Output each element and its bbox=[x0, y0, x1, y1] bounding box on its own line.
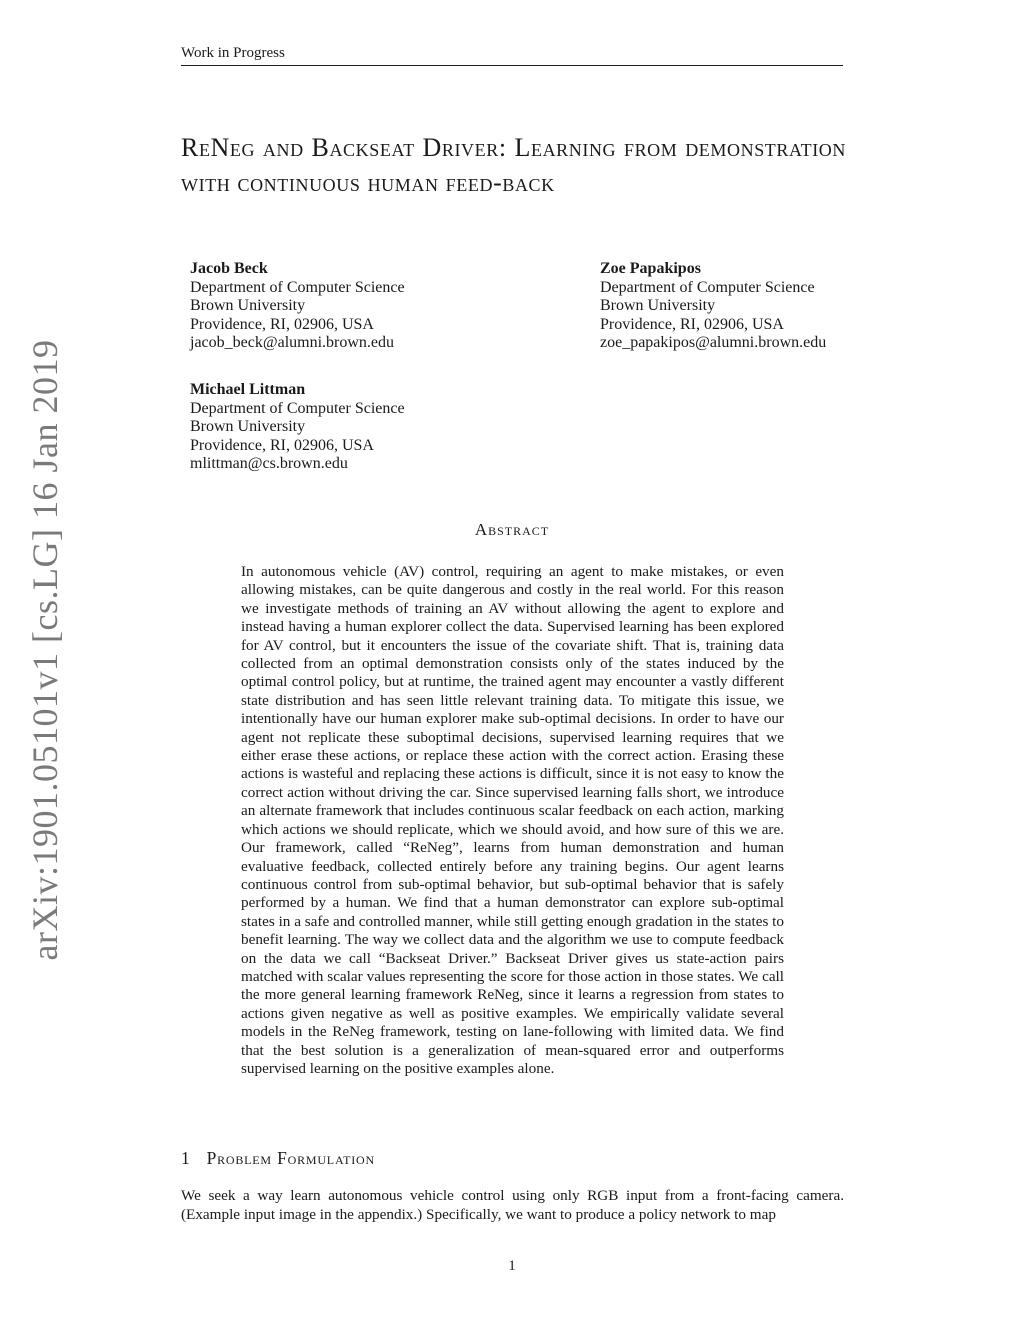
paper-title: ReNeg and Backseat Driver: Learning from demonstration with continuous human feed-back bbox=[181, 133, 846, 197]
author-email: zoe_papakipos@alumni.brown.edu bbox=[600, 334, 827, 351]
page-number: 1 bbox=[508, 1258, 516, 1274]
section-number: 1 bbox=[181, 1148, 191, 1168]
author-address: Providence, RI, 02906, USA bbox=[190, 436, 374, 454]
author-block-littman bbox=[190, 381, 405, 474]
author-department: Department of Computer Science bbox=[190, 399, 405, 417]
author-department: Department of Computer Science bbox=[190, 278, 405, 296]
section-text: We seek a way learn autonomous vehicle control using only RGB input from a front-facing camera. (Example input image in the appendix.) Specifically, we want to produce a policy network to map bbox=[181, 1187, 844, 1223]
author-block-beck bbox=[190, 260, 405, 353]
abstract-text: In autonomous vehicle (AV) control, requiring an agent to make mistakes, or even allowing mistakes, can be quite dangerous and costly in the real world. For this reason we investigate methods of training an AV without allowing the agent to explore and instead having a human explorer collect the data. Supervised learning has been explored for AV control, but it encounters the issue of the covariate shift. That is, training data collected from an optimal demonstration consists only of the states induced by the optimal control policy, but at runtime, the trained agent may encounter a vastly different state distribution and has seen little relevant training data. To mitigate this issue, we intentionally have our human explorer make sub-optimal decisions. In order to have our agent not replicate these suboptimal decisions, supervised learning requires that we either erase these actions, or replace these action with the correct action. Erasing these actions is wasteful and replacing these actions is difficult, since it is not easy to know the correct action without driving the car. Since supervised learning falls short, we introduce an alternate framework that includes continuous scalar feedback on each action, marking which actions we should replicate, which we should avoid, and how sure of this we are. Our framework, called “ReNeg”, learns from human demonstration and human evaluative feedback, collected entirely before any training begins. Our agent learns continuous control from sub-optimal behavior, but sub-optimal behavior that is safely performed by a human. We find that a human demonstrator can explore sub-optimal states in a safe and controlled manner, while still getting enough gradation in the states to benefit learning. The way we collect data and the algorithm we use to compute feedback on the data we call “Backseat Driver.” Backseat Driver gives us state-action pairs matched with scalar values representing the score for those action in those states. We call the more general learning framework ReNeg, since it learns a regression from states to actions given negative as well as positive examples. We empirically validate several models in the ReNeg framework, testing on lane-following with limited data. We find that the best solution is a generalization of mean-squared error and outperforms supervised learning on the positive examples alone. bbox=[241, 563, 784, 1077]
author-university: Brown University bbox=[190, 418, 306, 435]
author-address: Providence, RI, 02906, USA bbox=[600, 315, 784, 333]
author-university: Brown University bbox=[600, 297, 716, 314]
abstract-heading: Abstract bbox=[474, 520, 550, 539]
author-name: Zoe Papakipos bbox=[600, 260, 701, 277]
section-heading bbox=[181, 1148, 781, 1169]
arxiv-identifier-text: arXiv:1901.05101v1 [cs.LG] 16 Jan 2019 bbox=[25, 339, 65, 961]
running-head: Work in Progress bbox=[181, 43, 843, 66]
section-title: Problem Formulation bbox=[206, 1148, 375, 1168]
author-department: Department of Computer Science bbox=[600, 278, 815, 296]
author-email: mlittman@cs.brown.edu bbox=[190, 455, 348, 472]
author-email: jacob_beck@alumni.brown.edu bbox=[190, 334, 395, 351]
author-name: Jacob Beck bbox=[190, 260, 268, 277]
author-block-papakipos bbox=[600, 260, 826, 353]
author-address: Providence, RI, 02906, USA bbox=[190, 315, 374, 333]
author-university: Brown University bbox=[190, 297, 306, 314]
author-name: Michael Littman bbox=[190, 381, 306, 398]
